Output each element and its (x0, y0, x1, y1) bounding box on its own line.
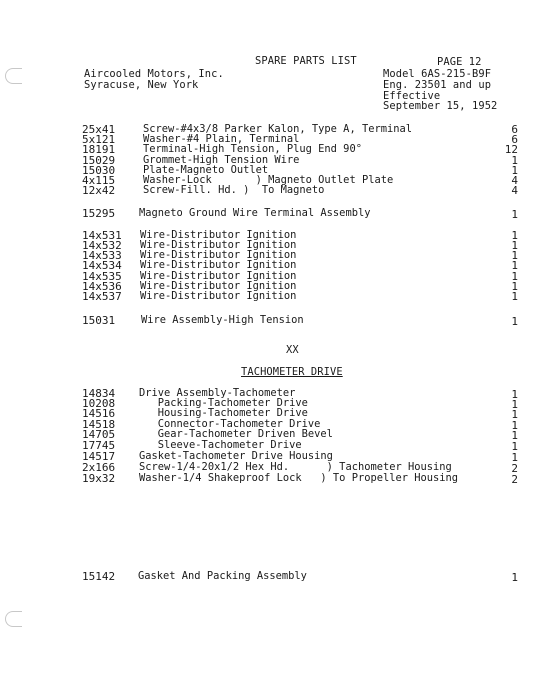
part-description: Grommet-High Tension Wire (143, 154, 300, 166)
part-description: Screw-1/4-20x1/2 Hex Hd. ) Tachometer Housing (139, 461, 452, 473)
part-description: Connector-Tachometer Drive (139, 418, 321, 430)
section-title: TACHOMETER DRIVE (241, 366, 343, 378)
part-number: 14x533 (82, 249, 122, 262)
company-name: Aircooled Motors, Inc. (84, 68, 224, 80)
part-number: 14x535 (82, 270, 122, 283)
part-number: 14x531 (82, 229, 122, 242)
section-number: XX (286, 344, 299, 356)
part-description: Wire-Distributor Ignition (140, 229, 297, 241)
part-quantity: 6 (511, 133, 518, 146)
part-quantity: 1 (511, 164, 518, 177)
part-number: 14705 (82, 428, 116, 441)
part-number: 14834 (82, 387, 116, 400)
part-number: 2x166 (82, 461, 116, 474)
part-description: Wire Assembly-High Tension (141, 314, 304, 326)
part-quantity: 1 (511, 239, 518, 252)
part-description: Gasket-Tachometer Drive Housing (139, 450, 333, 462)
part-quantity: 1 (511, 208, 518, 221)
punch-hole-mark-bottom (5, 611, 22, 627)
part-description: Magneto Ground Wire Terminal Assembly (139, 207, 371, 219)
model-number: Model 6AS-215-B9F (383, 68, 492, 80)
part-quantity: 2 (511, 462, 518, 475)
part-number: 18191 (82, 143, 116, 156)
part-number: 5x121 (82, 133, 116, 146)
part-quantity: 1 (511, 571, 518, 584)
part-quantity: 4 (511, 184, 518, 197)
part-quantity: 1 (511, 388, 518, 401)
part-number: 12x42 (82, 184, 116, 197)
part-description: Wire-Distributor Ignition (140, 280, 297, 292)
part-description: Drive Assembly-Tachometer (139, 387, 296, 399)
part-number: 15029 (82, 154, 116, 167)
part-description: Screw-#4x3/8 Parker Kalon, Type A, Terminal (143, 123, 412, 135)
part-number: 15031 (82, 314, 116, 327)
effective-date: September 15, 1952 (383, 100, 498, 112)
part-quantity: 2 (511, 473, 518, 486)
part-quantity: 1 (511, 419, 518, 432)
part-number: 14x534 (82, 259, 122, 272)
part-number: 14x537 (82, 290, 122, 303)
part-quantity: 1 (511, 154, 518, 167)
part-description: Washer-Lock ) Magneto Outlet Plate (143, 174, 394, 186)
part-description: Wire-Distributor Ignition (140, 290, 297, 302)
part-description: Packing-Tachometer Drive (139, 397, 308, 409)
part-number: 15030 (82, 164, 116, 177)
part-number: 15295 (82, 207, 116, 220)
part-quantity: 1 (511, 451, 518, 464)
part-number: 25x41 (82, 123, 116, 136)
part-number: 14x532 (82, 239, 122, 252)
part-number: 14516 (82, 407, 116, 420)
part-description: Gasket And Packing Assembly (138, 570, 307, 582)
part-quantity: 1 (511, 408, 518, 421)
part-quantity: 1 (511, 249, 518, 262)
part-description: Sleeve-Tachometer Drive (139, 439, 302, 451)
part-quantity: 1 (511, 229, 518, 242)
part-description: Washer-#4 Plain, Terminal (143, 133, 300, 145)
part-quantity: 1 (511, 270, 518, 283)
punch-hole-mark-top (5, 68, 22, 84)
part-description: Wire-Distributor Ignition (140, 239, 297, 251)
engine-serial: Eng. 23501 and up (383, 79, 492, 91)
part-number: 15142 (82, 570, 116, 583)
part-quantity: 1 (511, 280, 518, 293)
part-quantity: 1 (511, 315, 518, 328)
part-description: Terminal-High Tension, Plug End 90° (143, 143, 362, 155)
part-description: Washer-1/4 Shakeproof Lock ) To Propeller Housing (139, 472, 459, 484)
part-number: 14518 (82, 418, 116, 431)
part-quantity: 4 (511, 174, 518, 187)
list-title: SPARE PARTS LIST (255, 55, 357, 67)
page-number: PAGE 12 (437, 56, 482, 68)
part-description: Wire-Distributor Ignition (140, 249, 297, 261)
part-number: 19x32 (82, 472, 116, 485)
part-quantity: 1 (511, 440, 518, 453)
part-number: 4x115 (82, 174, 116, 187)
part-description: Gear-Tachometer Driven Bevel (139, 428, 333, 440)
part-description: Wire-Distributor Ignition (140, 270, 297, 282)
part-quantity: 1 (511, 429, 518, 442)
part-description: Screw-Fill. Hd. ) To Magneto (143, 184, 325, 196)
part-description: Plate-Magneto Outlet (143, 164, 269, 176)
part-quantity: 1 (511, 398, 518, 411)
part-quantity: 6 (511, 123, 518, 136)
part-description: Wire-Distributor Ignition (140, 259, 297, 271)
part-number: 14517 (82, 450, 116, 463)
part-number: 17745 (82, 439, 116, 452)
effective-label: Effective (383, 90, 441, 102)
part-quantity: 12 (504, 143, 518, 156)
company-city: Syracuse, New York (84, 79, 199, 91)
part-quantity: 1 (511, 290, 518, 303)
part-quantity: 1 (511, 259, 518, 272)
part-description: Housing-Tachometer Drive (139, 407, 308, 419)
part-number: 14x536 (82, 280, 122, 293)
part-number: 10208 (82, 397, 116, 410)
